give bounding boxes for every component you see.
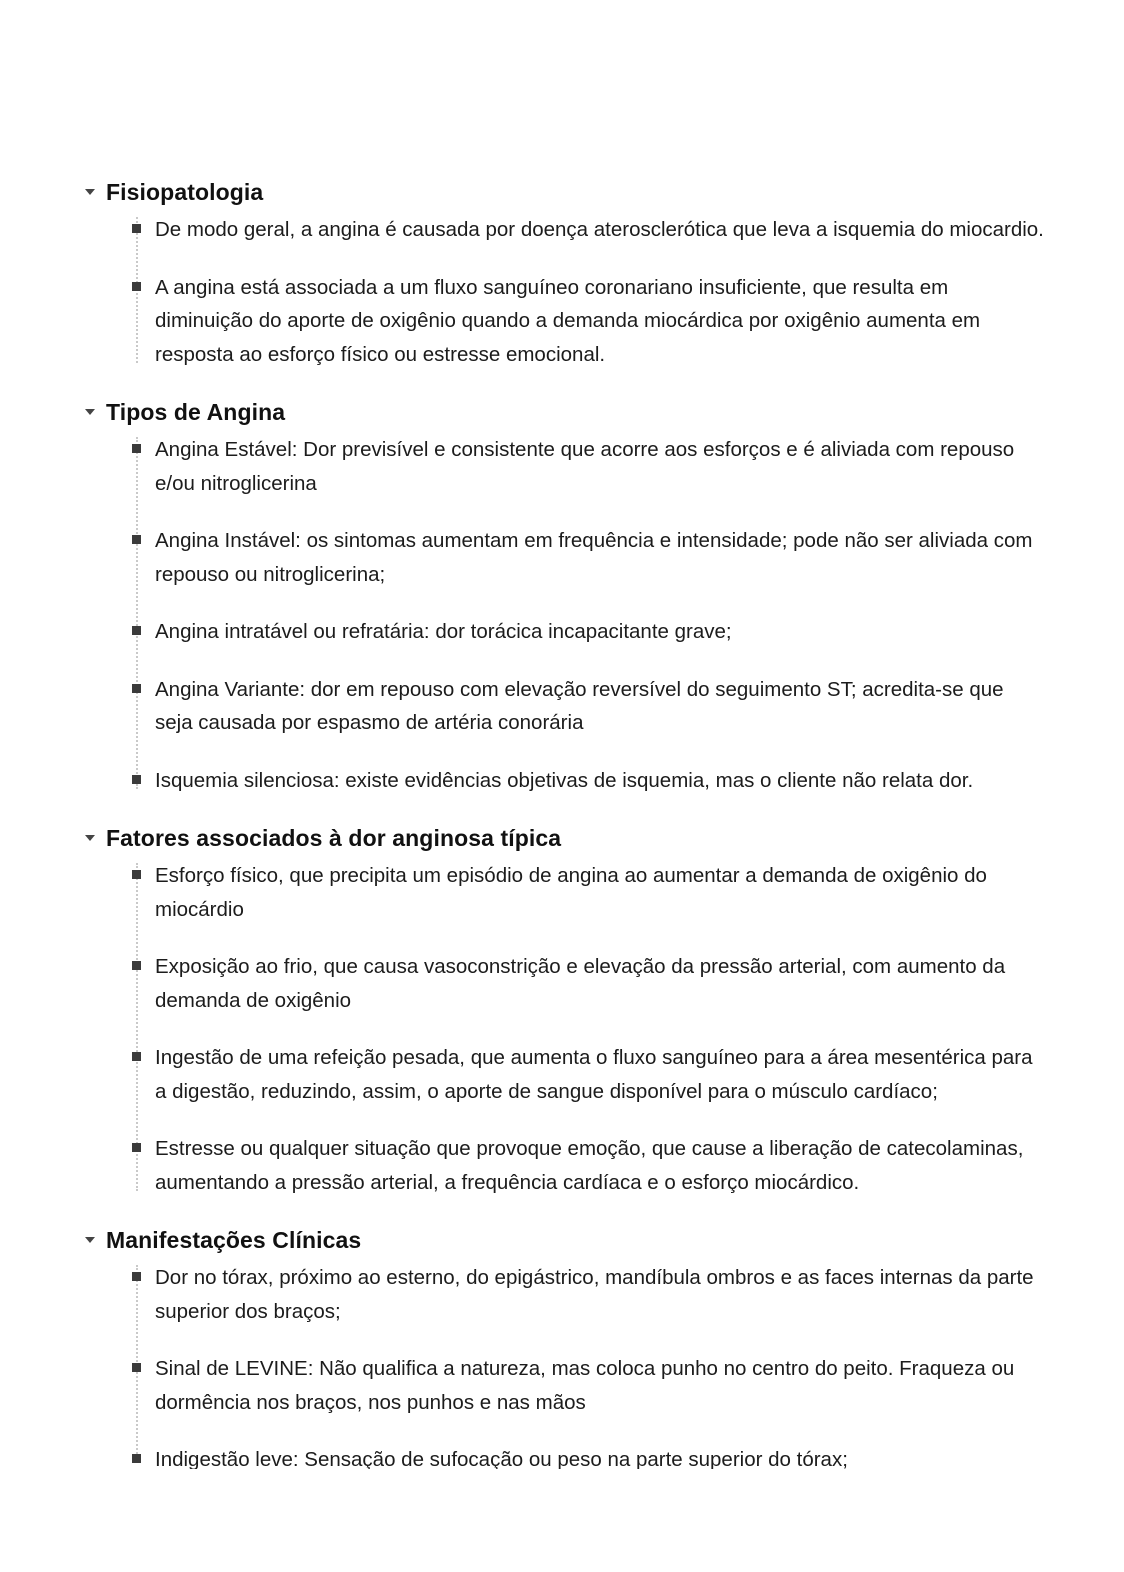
bullet-square-icon: [132, 282, 141, 291]
list-item-text: A angina está associada a um fluxo sanguíneo coronariano insuficiente, que resulta em diminuição do aporte de oxigênio quando a demanda miocárdica por oxigênio aumenta em resposta ao esforço físico ou estresse emocional.: [155, 275, 981, 366]
list-item-text: Indigestão leve: Sensação de sufocação ou peso na parte superior do tórax;: [155, 1448, 848, 1469]
list-item[interactable]: [132, 271, 1064, 372]
bullet-square-icon: [132, 1363, 141, 1372]
outline-section-tipos-de-angina: [60, 395, 1064, 797]
bullet-square-icon: [132, 626, 141, 635]
list-item-text: Dor no tórax, próximo ao esterno, do epigástrico, mandíbula ombros e as faces internas da parte superior dos braços;: [155, 1266, 1034, 1323]
bullet-square-icon: [132, 1143, 141, 1152]
section-header[interactable]: [84, 395, 1064, 429]
list-item[interactable]: [132, 950, 1064, 1017]
bullet-list: [132, 859, 1064, 1199]
section-title: Fatores associados à dor anginosa típica: [106, 825, 562, 851]
list-item[interactable]: [132, 1261, 1064, 1328]
bullet-square-icon: [132, 684, 141, 693]
list-item[interactable]: [132, 615, 1064, 649]
bullet-square-icon: [132, 1052, 141, 1061]
list-item-text: Estresse ou qualquer situação que provoque emoção, que cause a liberação de catecolaminas, aumentando a pressão arterial, a frequência cardíaca e o esforço miocárdico.: [155, 1137, 1024, 1194]
list-item[interactable]: [132, 524, 1064, 591]
outline-section-fatores-associados: [60, 821, 1064, 1199]
list-item[interactable]: [132, 859, 1064, 926]
list-item[interactable]: [132, 433, 1064, 500]
list-item-text: Exposição ao frio, que causa vasoconstrição e elevação da pressão arterial, com aumento da demanda de oxigênio: [155, 955, 1006, 1012]
bullet-square-icon: [132, 1272, 141, 1281]
section-title: Tipos de Angina: [106, 399, 286, 425]
list-item-text: Angina Variante: dor em repouso com elevação reversível do seguimento ST; acredita-se que seja causada por espasmo de artéria conorária: [155, 677, 1004, 734]
chevron-down-icon[interactable]: [84, 1229, 98, 1251]
list-item-text: Angina Estável: Dor previsível e consistente que acorre aos esforços e é aliviada com repouso e/ou nitroglicerina: [155, 438, 1015, 495]
list-item-text: De modo geral, a angina é causada por doença aterosclerótica que leva a isquemia do miocardio.: [155, 218, 1044, 241]
bullet-square-icon: [132, 224, 141, 233]
bullet-square-icon: [132, 775, 141, 784]
list-item-text: Ingestão de uma refeição pesada, que aumenta o fluxo sanguíneo para a área mesentérica para a digestão, reduzindo, assim, o aporte de sangue disponível para o músculo cardíaco;: [155, 1046, 1033, 1103]
bullet-square-icon: [132, 961, 141, 970]
list-item[interactable]: [132, 1352, 1064, 1419]
list-item[interactable]: [132, 764, 1064, 798]
chevron-down-icon[interactable]: [84, 181, 98, 203]
list-item[interactable]: [132, 673, 1064, 740]
outline-document: [60, 175, 1064, 1469]
list-item-text: Esforço físico, que precipita um episódio de angina ao aumentar a demanda de oxigênio do miocárdio: [155, 864, 987, 921]
chevron-down-icon[interactable]: [84, 401, 98, 423]
list-item-text: Sinal de LEVINE: Não qualifica a natureza, mas coloca punho no centro do peito. Fraqueza ou dormência nos braços, nos punhos e nas mãos: [155, 1357, 1015, 1414]
bullet-square-icon: [132, 1454, 141, 1463]
list-item[interactable]: [132, 213, 1064, 247]
section-title: Manifestações Clínicas: [106, 1227, 362, 1253]
bullet-list: [132, 213, 1064, 371]
list-item-text: Angina Instável: os sintomas aumentam em frequência e intensidade; pode não ser aliviada com repouso ou nitroglicerina;: [155, 529, 1033, 586]
bullet-list: [132, 433, 1064, 797]
list-item[interactable]: [132, 1443, 1064, 1469]
list-item[interactable]: [132, 1132, 1064, 1199]
bullet-list: [132, 1261, 1064, 1469]
outline-section-manifestacoes-clinicas: [60, 1223, 1064, 1469]
section-header[interactable]: [84, 175, 1064, 209]
section-title: Fisiopatologia: [106, 179, 264, 205]
bullet-square-icon: [132, 535, 141, 544]
bullet-square-icon: [132, 444, 141, 453]
outline-section-fisiopatologia: [60, 175, 1064, 371]
list-item[interactable]: [132, 1041, 1064, 1108]
section-header[interactable]: [84, 821, 1064, 855]
list-item-text: Isquemia silenciosa: existe evidências objetivas de isquemia, mas o cliente não relata dor.: [155, 768, 974, 792]
list-item-text: Angina intratável ou refratária: dor torácica incapacitante grave;: [155, 620, 732, 643]
bullet-square-icon: [132, 870, 141, 879]
section-header[interactable]: [84, 1223, 1064, 1257]
chevron-down-icon[interactable]: [84, 827, 98, 849]
